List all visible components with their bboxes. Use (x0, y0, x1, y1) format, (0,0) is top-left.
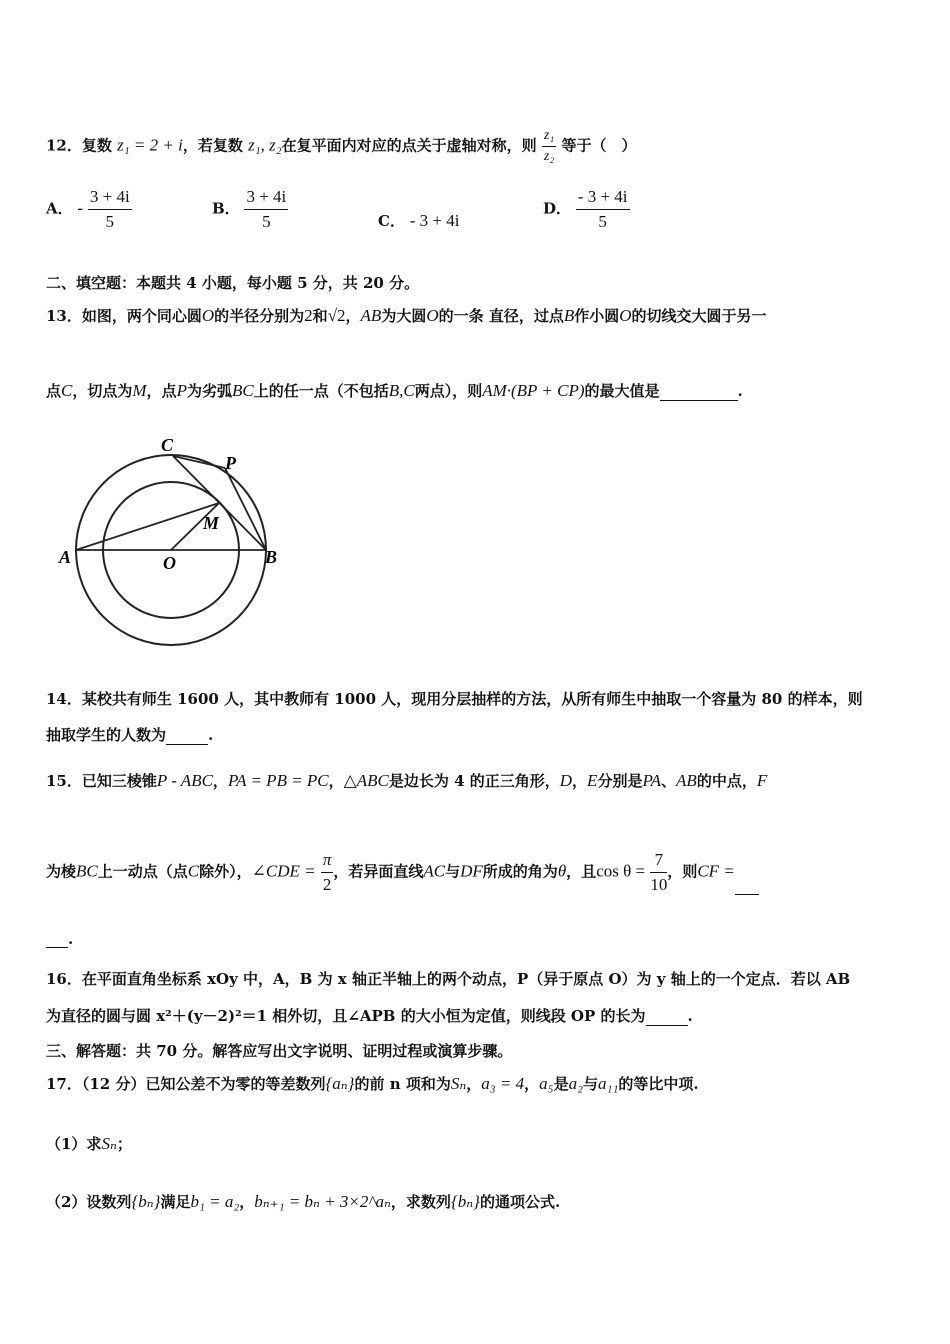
q15-line2: 为棱BC上一动点（点C除外），∠CDE = $\frac{\pi}{2}$ ，若异面直线AC与DF所成的角为θ，且cos θ = $\frac{7}{10}$ ，则CF = (46, 850, 759, 895)
label-a: A (59, 547, 72, 567)
label-p: P (225, 453, 236, 473)
answer-blank[interactable] (646, 1025, 688, 1026)
math-z1z2: z₁, z₂ (248, 135, 282, 155)
label-o: O (163, 553, 176, 573)
q17-part2: （2）设数列{bₙ}满足b₁ = a₂，bₙ₊₁ = bₙ + 3×2^aₙ，求数列{bₙ}的通项公式. (46, 1192, 561, 1211)
option-a[interactable]: A． - $\frac{3 + 4i}{5}$ (46, 187, 130, 231)
fraction-pi-2: $\frac{\pi}{2}$ (322, 850, 332, 894)
label-c: C (161, 435, 174, 455)
fraction-7-10: $\frac{7}{10}$ (650, 850, 668, 894)
math-z1: z₁ = 2 + i (117, 135, 183, 155)
q17-stem: 17．（12 分）已知公差不为零的等差数列{aₙ}的前 n 项和为Sₙ，a₃ = 4，a₅是a₂与a₁₁的等比中项. (46, 1074, 699, 1093)
answer-blank[interactable] (660, 400, 738, 401)
q17-part1: （1）求Sₙ； (46, 1134, 132, 1153)
label-m: M (203, 513, 220, 533)
answer-blank-continued[interactable] (46, 947, 68, 948)
q14-line2: 抽取学生的人数为 . (46, 726, 214, 744)
q15-line3: . (46, 930, 73, 948)
q13-line2: 点C，切点为M，点P为劣弧BC上的任一点（不包括B,C两点），则AM·(BP + CP)的最大值是 . (46, 381, 743, 400)
option-d[interactable]: D． $\frac{- 3 + 4i}{5}$ (543, 187, 628, 231)
fraction-z1-z2: $\frac{\text{z₁}}{\text{z₂}}$ (543, 128, 555, 164)
q14-line1: 14．某校共有师生 1600 人，其中教师有 1000 人，现用分层抽样的方法，从所有师生中抽取一个容量为 80 的样本，则 (46, 690, 863, 708)
q16-line2: 为直径的圆与圆 x²＋(y－2)²＝1 相外切，且∠APB 的大小恒为定值，则线段 OP 的长为 . (46, 1007, 693, 1025)
q15-line1: 15．已知三棱锥P - ABC，PA = PB = PC，△ABC是边长为 4 的正三角形，D，E分别是PA、AB的中点，F (46, 771, 768, 790)
q12-stem: 12．复数 z₁ = 2 + i，若复数 z₁, z₂在复平面内对应的点关于虚轴对称，则 $\frac{\text{z₁}}{\text{z₂}}$ 等于（ ） (46, 128, 637, 164)
label-b: B (265, 547, 278, 567)
option-c[interactable]: C． - 3 + 4i (378, 211, 460, 230)
section-3-heading: 三、解答题：共 70 分。解答应写出文字说明、证明过程或演算步骤。 (46, 1042, 513, 1060)
option-b[interactable]: B． $\frac{3 + 4i}{5}$ (212, 187, 287, 231)
tangent-bc (173, 456, 266, 550)
section-2-heading: 二、填空题：本题共 4 小题，每小题 5 分，共 20 分。 (46, 274, 420, 292)
segment-bp (225, 468, 266, 550)
q13-line1: 13．如图，两个同心圆O的半径分别为2和√2，AB为大圆O的一条 直径，过点B作小圆O的切线交大圆于另一 (46, 306, 767, 325)
concentric-circles-figure (55, 435, 305, 660)
option-a-fraction: $\frac{3 + 4i}{5}$ (89, 187, 130, 231)
answer-blank[interactable] (735, 894, 759, 895)
option-b-fraction: $\frac{3 + 4i}{5}$ (246, 187, 287, 231)
answer-blank[interactable] (166, 744, 208, 745)
option-d-fraction: $\frac{- 3 + 4i}{5}$ (577, 187, 628, 231)
segment-cp (173, 456, 225, 468)
segment-am (76, 503, 219, 550)
q16-line1: 16．在平面直角坐标系 xOy 中，A，B 为 x 轴正半轴上的两个动点，P（异于原点 O）为 y 轴上的一个定点．若以 AB (46, 970, 851, 988)
